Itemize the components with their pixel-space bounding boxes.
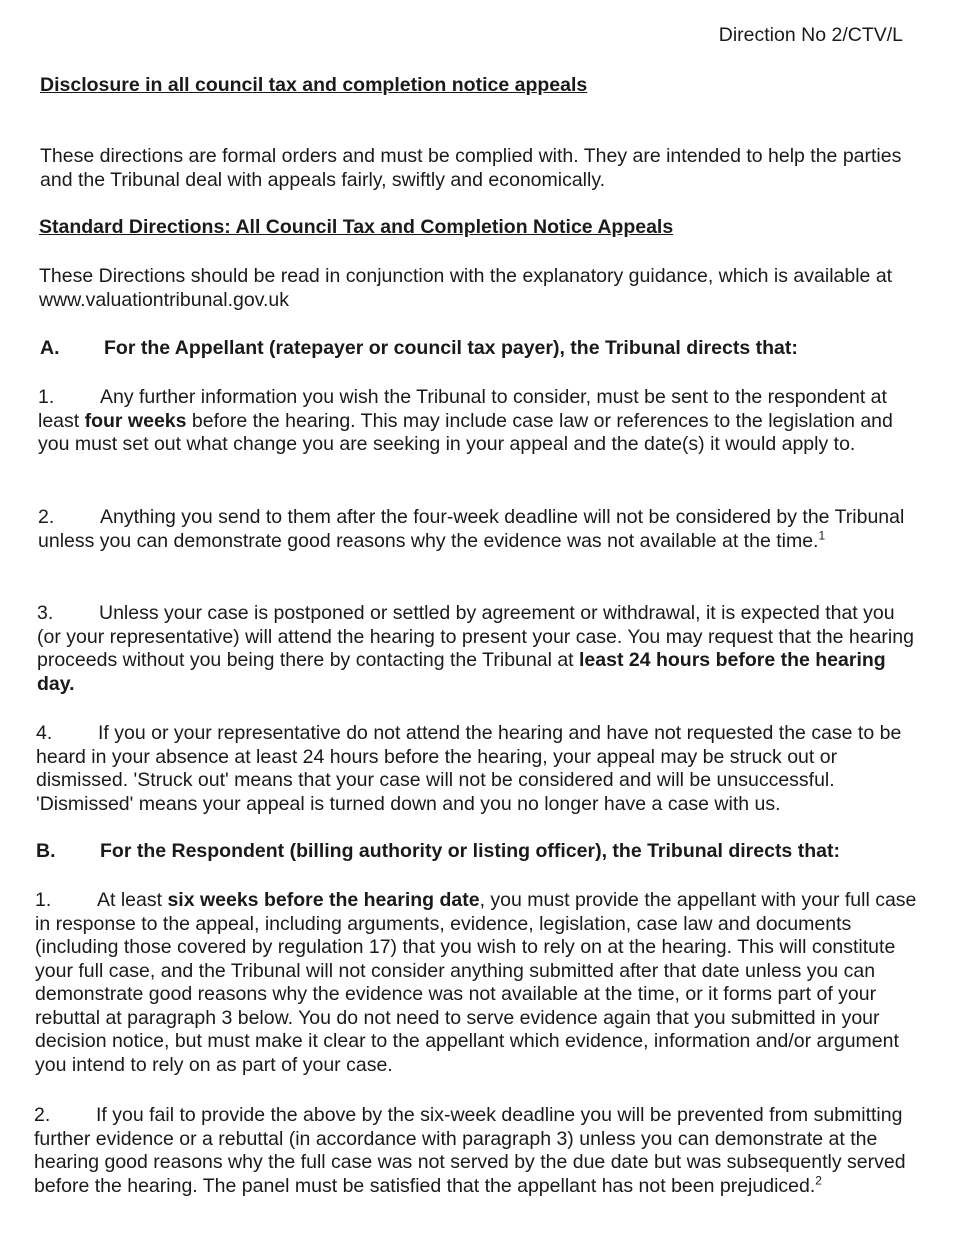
- paragraph-number: 1.: [38, 386, 55, 408]
- footnote-marker: 1: [818, 528, 826, 542]
- footnote-marker: 2: [815, 1173, 822, 1187]
- paragraph-bold-text: four weeks: [84, 409, 187, 432]
- direction-reference: Direction No 2/CTV/L: [718, 24, 903, 46]
- intro-paragraph: These directions are formal orders and must be complied with. They are intended to help the parties and the Tribunal deal with appeals fairly, swiftly and economically.: [40, 145, 902, 191]
- section-b-heading: [36, 840, 840, 864]
- paragraph-number: 2.: [34, 1104, 51, 1126]
- section-b-paragraph-2: [34, 1104, 917, 1198]
- section-a-heading: [40, 337, 798, 361]
- paragraph-text: Any further information you wish the Tribunal to consider, must be sent to the respondent at least: [38, 386, 887, 432]
- paragraph-number: 2.: [38, 506, 55, 528]
- standard-directions-heading: Standard Directions: All Council Tax and Completion Notice Appeals: [39, 216, 674, 238]
- paragraph-text: , you must provide the appellant with your full case in response to the appeal, including arguments, evidence, legislation, case law and documents (including those covered by regulation 17) that you wish to rely on at the hearing. This will constitute your full case, and the Tribunal will not consider anything submitted after that date unless you can demonstrate good reasons why the evidence was not available at the time, or it forms part of your rebuttal at paragraph 3 below. You do not need to serve evidence again that you submitted in your decision notice, but must make it clear to the appellant which evidence, information and/or argument you intend to rely on as part of your case.: [35, 889, 917, 1076]
- section-b-letter: B.: [36, 840, 56, 862]
- section-a-title: For the Appellant (ratepayer or council tax payer), the Tribunal directs that:: [104, 337, 798, 359]
- paragraph-bold-text: six weeks before the hearing date: [167, 889, 480, 911]
- paragraph-bold-text: least 24 hours before the hearing day.: [37, 649, 886, 695]
- paragraph-text: Unless your case is postponed or settled by agreement or withdrawal, it is expected that you (or your representative) will attend the hearing to present your case. You may request that the hearing proceeds without you being there by contacting the Tribunal at: [37, 602, 914, 671]
- paragraph-text: If you fail to provide the above by the six-week deadline you will be prevented from submitting further evidence or a rebuttal (in accordance with paragraph 3) unless you can demonstrate at the hearing good reasons why the full case was not served by the due date but was subsequently served before the hearing. The panel must be satisfied that the appellant has not been prejudiced.: [34, 1104, 906, 1197]
- paragraph-text: Anything you send to them after the four-week deadline will not be considered by the Tribunal unless you can demonstrate good reasons why the evidence was not available at the time.: [38, 506, 905, 552]
- section-a-paragraph-1: [38, 386, 917, 457]
- guidance-paragraph: These Directions should be read in conjunction with the explanatory guidance, which is available at www.valuationtribunal.gov.uk: [39, 265, 893, 311]
- section-a-paragraph-2: [38, 506, 917, 553]
- paragraph-number: 4.: [36, 722, 53, 744]
- paragraph-text: If you or your representative do not attend the hearing and have not requested the case to be heard in your absence at least 24 hours before the hearing, your appeal may be struck out or dismissed. 'Struck out' means that your case will not be considered and will be unsuccessful. 'Dismissed' means your appeal is turned down and you no longer have a case with us.: [36, 722, 902, 815]
- section-b-title: For the Respondent (billing authority or listing officer), the Tribunal directs that:: [100, 840, 840, 862]
- paragraph-text: At least: [97, 889, 168, 911]
- document-title: Disclosure in all council tax and completion notice appeals: [40, 74, 588, 96]
- section-a-letter: A.: [40, 337, 60, 359]
- paragraph-number: 1.: [35, 889, 52, 911]
- section-a-paragraph-3: [37, 602, 917, 696]
- paragraph-number: 3.: [37, 602, 54, 624]
- paragraph-text: before the hearing. This may include case law or references to the legislation and you must set out what change you are seeking in your appeal and the date(s) it would apply to.: [38, 409, 893, 455]
- section-a-paragraph-4: [36, 722, 917, 816]
- section-b-paragraph-1: [35, 889, 917, 1077]
